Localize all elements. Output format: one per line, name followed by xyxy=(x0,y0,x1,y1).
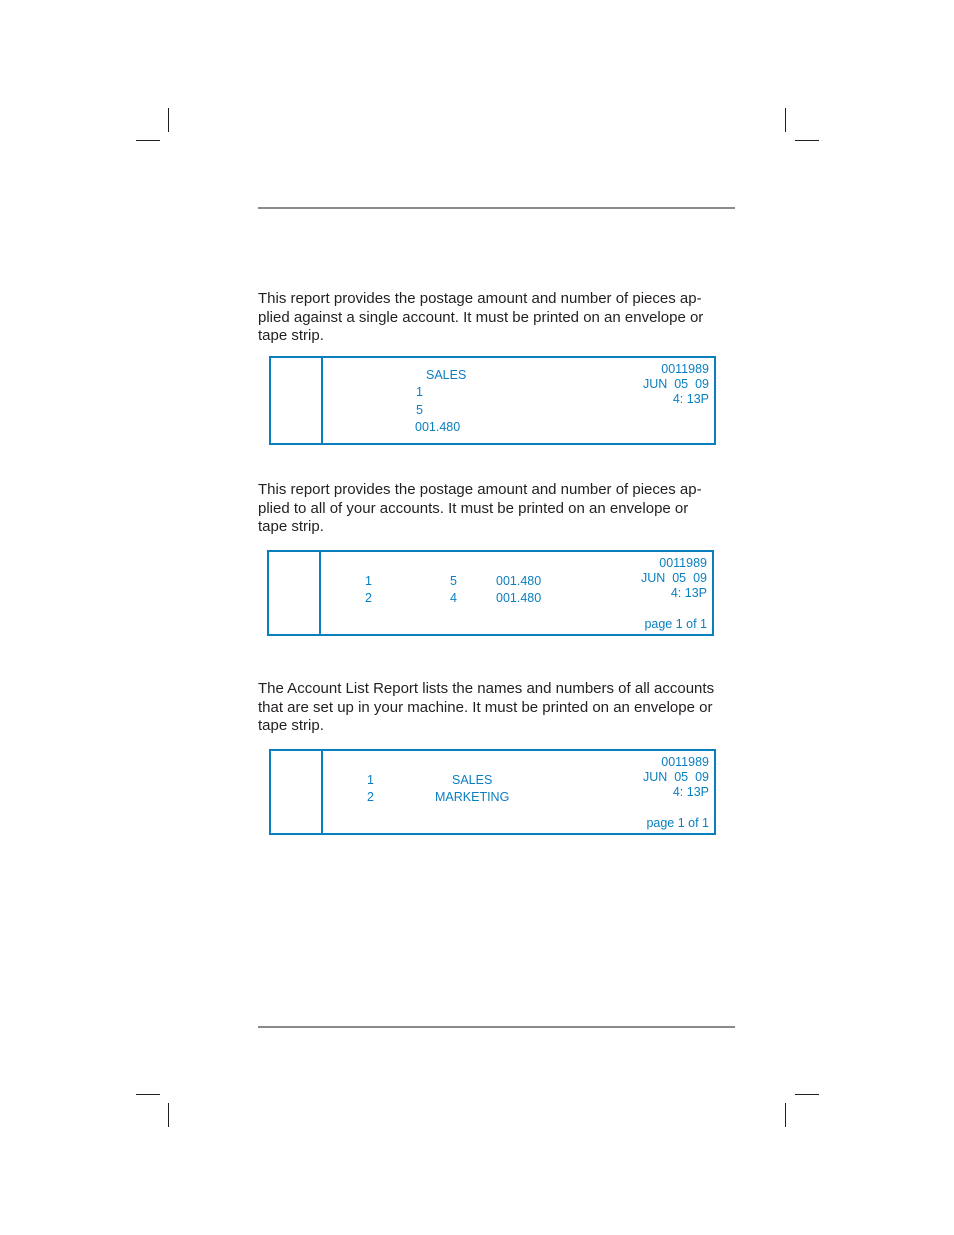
account-list-description xyxy=(258,680,738,736)
account-name: SALES xyxy=(426,368,467,382)
text-line: tape strip. xyxy=(258,327,324,344)
report-date: JUN 05 09 xyxy=(642,770,709,784)
report-time: 4: 13P xyxy=(672,785,709,799)
meter-id: 0011989 xyxy=(659,556,707,570)
multi-account-report-tape xyxy=(267,550,714,636)
crop-mark-bottom-right-vertical xyxy=(785,1103,786,1127)
crop-mark-bottom-left-vertical xyxy=(168,1103,169,1127)
account-list-report-tape xyxy=(269,749,716,835)
tape-stub xyxy=(271,751,323,833)
row-account: 1 xyxy=(365,574,372,588)
crop-mark-bottom-right-horizontal xyxy=(795,1094,819,1095)
row-pieces: 4 xyxy=(450,591,457,605)
report-date: JUN 05 09 xyxy=(640,571,707,585)
row-account: 2 xyxy=(365,591,372,605)
row-postage: 001.480 xyxy=(496,591,542,605)
single-account-report-tape xyxy=(269,356,716,445)
row-account-name: MARKETING xyxy=(435,790,510,804)
row-account-name: SALES xyxy=(452,773,493,787)
crop-mark-bottom-left-horizontal xyxy=(136,1094,160,1095)
multi-account-description xyxy=(258,481,738,537)
row-account-number: 2 xyxy=(367,790,374,804)
report-time: 4: 13P xyxy=(670,586,707,600)
text-line: This report provides the postage amount and number of pieces ap- xyxy=(258,481,702,498)
single-account-description xyxy=(258,290,738,346)
footer-rule xyxy=(258,1026,735,1028)
tape-stub xyxy=(269,552,321,634)
text-line: plied to all of your accounts. It must be printed on an envelope or xyxy=(258,499,689,517)
crop-mark-top-right-horizontal xyxy=(795,140,819,141)
report-time: 4: 13P xyxy=(672,392,709,406)
text-line: tape strip. xyxy=(258,518,324,535)
pieces-count: 5 xyxy=(416,403,423,417)
crop-mark-top-left-horizontal xyxy=(136,140,160,141)
row-account-number: 1 xyxy=(367,773,374,787)
account-number: 1 xyxy=(416,385,423,399)
header-rule xyxy=(258,207,735,209)
text-line: The Account List Report lists the names and numbers of all accounts xyxy=(258,680,715,697)
row-pieces: 5 xyxy=(450,574,457,588)
meter-id: 0011989 xyxy=(661,362,709,376)
report-date: JUN 05 09 xyxy=(642,377,709,391)
postage-amount: 001.480 xyxy=(415,420,461,434)
meter-id: 0011989 xyxy=(661,755,709,769)
tape-stub xyxy=(271,358,323,443)
row-postage: 001.480 xyxy=(496,574,542,588)
page-indicator: page 1 of 1 xyxy=(646,816,709,830)
text-line: that are set up in your machine. It must be printed on an envelope or xyxy=(258,698,713,716)
text-line: tape strip. xyxy=(258,717,324,734)
text-line: This report provides the postage amount and number of pieces ap- xyxy=(258,290,702,307)
crop-mark-top-right-vertical xyxy=(785,108,786,132)
text-line: plied against a single account. It must be printed on an envelope or xyxy=(258,308,704,326)
crop-mark-top-left-vertical xyxy=(168,108,169,132)
page-indicator: page 1 of 1 xyxy=(644,617,707,631)
